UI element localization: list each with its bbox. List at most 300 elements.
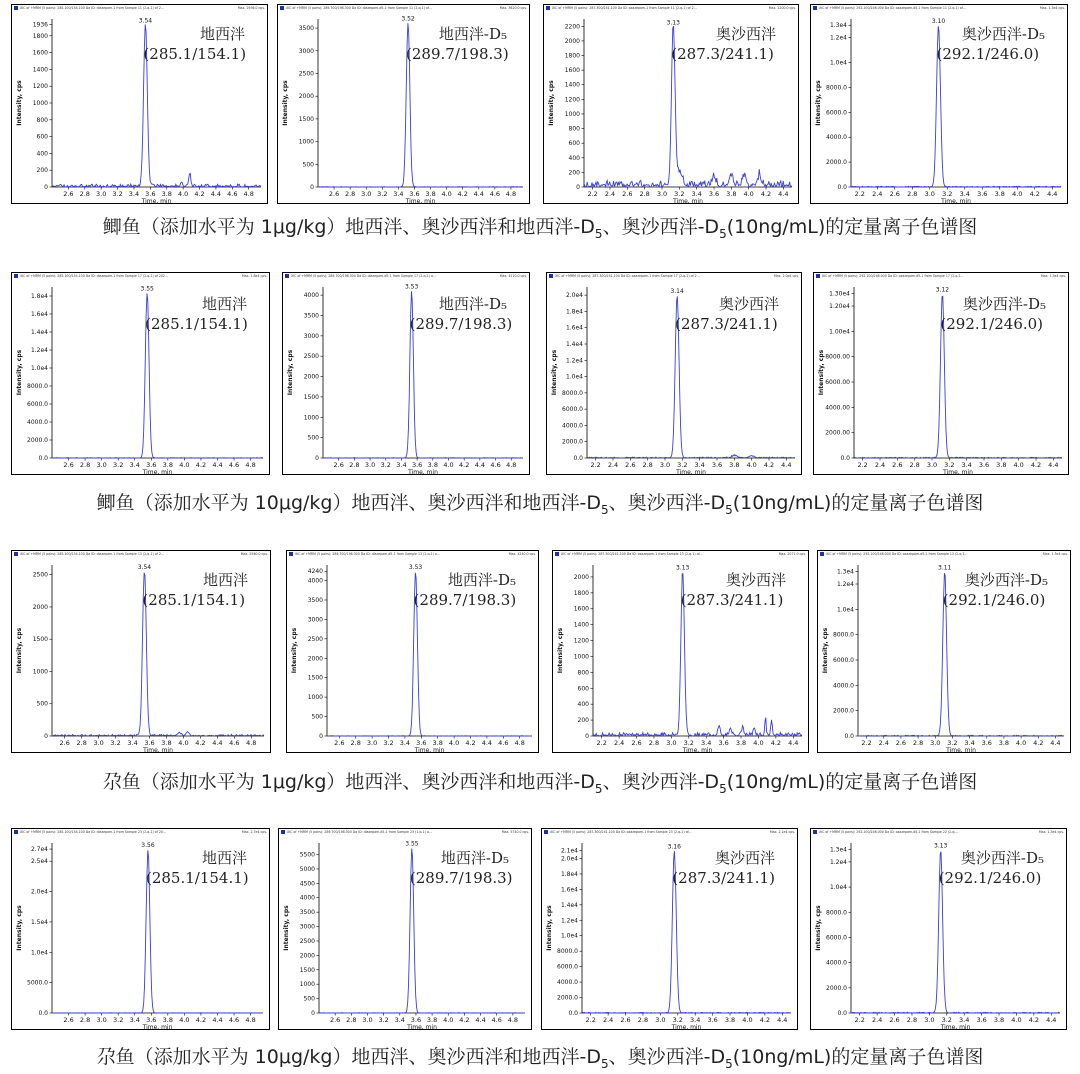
- y-tick-label: 4000.0: [826, 134, 847, 142]
- y-tick-label: 2000.0: [833, 707, 854, 715]
- y-tick-label: 1.4e4: [30, 329, 48, 336]
- y-tick-label: 600: [36, 133, 48, 141]
- x-tick-label: 2.2: [854, 190, 865, 198]
- x-tick-label: 2.8: [637, 1016, 649, 1024]
- x-tick-label: 4.6: [228, 461, 240, 469]
- y-tick-label: 2000: [299, 952, 315, 960]
- y-tick-label: 1.00e4: [829, 328, 850, 336]
- x-tick-label: 3.6: [978, 461, 990, 469]
- y-tick-label: 6000.0: [562, 406, 583, 414]
- chromatogram-panel: [11, 828, 270, 1030]
- transition-label: (285.1/154.1): [142, 591, 246, 609]
- y-tick-label: 2.0e4: [565, 292, 583, 300]
- y-tick-label: 1000: [32, 100, 48, 107]
- x-tick-label: 4.8: [514, 739, 525, 747]
- y-tick-label: 2500: [299, 937, 315, 945]
- y-tick-label: 3000: [299, 923, 315, 931]
- header-text: XIC of +MRM (5 pairs): 292.100/246.000 Da ID: oxazepam-d5-1 from Sample 11 (2-q-1) of...: [819, 6, 966, 10]
- x-tick-label: 4.0: [1012, 190, 1023, 198]
- x-tick-label: 3.8: [735, 739, 747, 747]
- x-tick-label: 4.2: [465, 739, 476, 747]
- x-tick-label: 4.2: [759, 1016, 771, 1024]
- y-tick-label: 0.0: [573, 455, 583, 462]
- y-tick-label: 1200: [32, 83, 48, 91]
- y-tick-label: 1000: [573, 653, 589, 661]
- caption-main: 尕鱼（添加水平为 10μg/kg）地西泮、奥沙西泮和地西泮-D: [96, 1046, 601, 1068]
- x-tick-label: 4.0: [1013, 461, 1024, 469]
- max-intensity-label: Max. 2.0e4 cps.: [773, 274, 799, 278]
- x-tick-label: 4.2: [459, 461, 470, 469]
- y-tick-label: 1.6e4: [30, 311, 48, 318]
- y-tick-label: 500: [303, 995, 315, 1003]
- x-tick-label: 3.2: [112, 190, 123, 198]
- y-tick-label: 200: [568, 169, 580, 177]
- max-intensity-label: Max. 1.3e4 cps.: [1040, 274, 1066, 278]
- caption-subscript: 5: [725, 502, 733, 517]
- x-tick-label: 3.8: [998, 739, 1010, 747]
- y-tick-label: 1400: [573, 621, 589, 629]
- x-tick-label: 3.8: [162, 461, 174, 469]
- y-tick-label: 500: [36, 700, 48, 708]
- x-tick-label: 2.6: [63, 461, 74, 469]
- y-tick-label: 5000: [299, 865, 315, 873]
- y-tick-label: 2.1e4: [560, 847, 578, 855]
- x-axis-label: Time, min: [941, 198, 971, 205]
- y-tick-label: 600: [577, 685, 589, 693]
- retention-time-label: 3.53: [404, 283, 419, 291]
- x-tick-label: 3.6: [976, 1016, 987, 1024]
- y-tick-label: 400: [577, 701, 589, 709]
- x-tick-label: 4.4: [212, 739, 223, 747]
- x-tick-label: 2.8: [79, 190, 90, 198]
- max-intensity-label: Max. 1.3e4 cps.: [1038, 830, 1064, 834]
- x-tick-label: 2.8: [648, 739, 660, 747]
- x-axis-label: Time, min: [142, 469, 173, 476]
- x-tick-label: 2.6: [895, 739, 907, 747]
- y-tick-label: 1000: [298, 138, 314, 146]
- y-tick-label: 1800: [573, 589, 589, 597]
- y-tick-label: 2000: [573, 573, 589, 581]
- header-text: XIC of +MRM (5 pairs): 289.700/198.300 Da ID: diazepam-d5-1 from Sample 13 (2-q-1) o...: [295, 552, 440, 556]
- y-tick-label: 1000: [32, 668, 48, 676]
- y-axis-label: Intensity, cps: [16, 80, 23, 126]
- x-axis-label: Time, min: [143, 747, 173, 754]
- y-tick-label: 0.0: [38, 1010, 48, 1017]
- x-tick-label: 3.0: [659, 461, 671, 469]
- x-tick-label: 3.2: [380, 461, 391, 469]
- y-axis-label: Intensity, cps: [546, 905, 553, 951]
- compound-name-label: 奥沙西泮-D₅: [960, 849, 1044, 867]
- y-tick-label: 2.0e4: [30, 888, 48, 896]
- x-tick-label: 4.2: [195, 739, 206, 747]
- transition-label: (285.1/154.1): [145, 315, 248, 333]
- retention-time-label: 3.52: [401, 15, 415, 23]
- header-text: XIC of +MRM (5 pairs): 287.300/241.100 Da ID: oxazepam-1 from Sample 13 (2-q-1) of...: [561, 552, 703, 556]
- y-tick-label: 0.0: [840, 455, 850, 462]
- x-tick-label: 4.2: [459, 1016, 470, 1024]
- x-tick-label: 2.4: [874, 461, 886, 469]
- x-tick-label: 2.8: [79, 1016, 91, 1024]
- y-tick-label: 4000.0: [833, 682, 854, 690]
- y-tick-label: 1500: [307, 674, 323, 682]
- x-tick-label: 3.6: [981, 739, 992, 747]
- x-tick-label: 3.4: [396, 461, 407, 469]
- x-tick-label: 4.0: [443, 461, 454, 469]
- x-tick-label: 2.4: [602, 1016, 614, 1024]
- x-tick-label: 2.4: [872, 190, 883, 198]
- retention-time-label: 3.10: [931, 18, 946, 26]
- x-tick-label: 2.8: [344, 190, 356, 198]
- y-tick-label: 4240: [307, 568, 323, 576]
- x-tick-label: 4.4: [1050, 739, 1061, 747]
- y-tick-label: 1.8e4: [30, 293, 48, 300]
- x-tick-label: 3.6: [711, 461, 723, 469]
- x-tick-label: 3.4: [690, 1016, 701, 1024]
- x-axis-label: Time, min: [408, 469, 438, 476]
- x-tick-label: 3.8: [425, 190, 436, 198]
- max-intensity-label: Max. 2071.0 cps.: [778, 552, 806, 556]
- y-tick-label: 5500: [299, 851, 315, 859]
- y-tick-label: 1.2e4: [829, 858, 847, 866]
- y-tick-label: 6000.0: [557, 963, 578, 971]
- y-tick-label: 1400: [564, 81, 580, 89]
- x-tick-label: 3.4: [961, 461, 972, 469]
- header-text: XIC of +MRM (5 pairs): 285.100/154.100 Da ID: diazepam-1 from Sample 23 (2-q-1) of 20...: [20, 830, 166, 834]
- y-tick-label: 1.2e4: [836, 581, 854, 588]
- x-axis-label: Time, min: [946, 747, 976, 754]
- y-axis-label: Intensity, cps: [16, 627, 23, 674]
- caption-subscript: 5: [600, 502, 609, 517]
- x-tick-label: 3.0: [361, 190, 372, 198]
- y-tick-label: 1.3e4: [829, 846, 847, 854]
- transition-label: (287.3/241.1): [675, 315, 778, 333]
- y-tick-label: 2.7e4: [30, 846, 48, 854]
- y-tick-label: 1.0e4: [829, 884, 847, 892]
- x-tick-label: 4.8: [506, 461, 517, 469]
- x-axis-label: Time, min: [142, 1024, 173, 1031]
- chromatogram-panel: [11, 550, 271, 753]
- x-tick-label: 3.2: [378, 1016, 389, 1024]
- header-text: XIC of +MRM (5 pairs): 287.300/241.100 Da ID: oxazepam-1 from Sample 17 (2-q-1) of 2...: [555, 274, 700, 278]
- x-tick-label: 4.0: [742, 1016, 753, 1024]
- x-tick-label: 4.6: [228, 1016, 240, 1024]
- transition-label: (285.1/154.1): [143, 45, 247, 63]
- x-tick-label: 3.0: [96, 461, 107, 469]
- x-tick-label: 2.8: [350, 739, 361, 747]
- x-tick-label: 2.8: [912, 739, 924, 747]
- x-tick-label: 3.2: [672, 1016, 683, 1024]
- chromatogram-panel: [546, 272, 802, 475]
- x-tick-label: 4.4: [777, 1016, 788, 1024]
- x-tick-label: 3.6: [410, 1016, 422, 1024]
- y-tick-label: 1000: [299, 981, 315, 989]
- x-tick-label: 3.0: [924, 190, 935, 198]
- x-tick-label: 4.2: [1028, 1016, 1040, 1024]
- x-axis-label: Time, min: [407, 1024, 437, 1031]
- x-tick-label: 3.2: [942, 190, 953, 198]
- y-tick-label: 4000.0: [557, 979, 578, 987]
- y-tick-label: 3500: [299, 909, 315, 917]
- y-tick-label: 1.0e4: [565, 373, 583, 381]
- x-tick-label: 4.6: [498, 739, 509, 747]
- y-tick-label: 2500: [298, 70, 314, 78]
- x-tick-label: 4.0: [1011, 1016, 1022, 1024]
- x-tick-label: 3.8: [996, 461, 1007, 469]
- x-tick-label: 4.0: [441, 190, 452, 198]
- y-tick-label: 2000.0: [562, 438, 583, 446]
- x-tick-label: 4.8: [243, 190, 254, 198]
- y-tick-label: 4000.0: [826, 959, 847, 967]
- y-tick-label: 1.30e4: [829, 290, 850, 298]
- y-tick-label: 4500: [299, 880, 315, 888]
- x-tick-label: 4.4: [473, 190, 484, 198]
- x-tick-label: 3.0: [362, 1016, 373, 1024]
- y-tick-label: 1800: [564, 52, 580, 60]
- x-tick-label: 3.6: [977, 190, 988, 198]
- y-tick-label: 2.5e4: [30, 858, 48, 866]
- x-tick-label: 3.6: [708, 190, 720, 198]
- y-tick-label: 4000.0: [562, 422, 583, 430]
- x-tick-label: 2.8: [346, 1016, 357, 1024]
- x-tick-label: 4.2: [195, 461, 207, 469]
- x-tick-label: 2.2: [854, 1016, 865, 1024]
- x-axis-label: Time, min: [940, 1024, 971, 1031]
- x-tick-label: 3.4: [959, 1016, 970, 1024]
- retention-time-label: 3.55: [140, 285, 154, 293]
- max-intensity-label: Max. 1.3e4 cps.: [1042, 552, 1068, 556]
- y-tick-label: 1800: [32, 32, 48, 40]
- y-tick-label: 2000.0: [826, 984, 847, 992]
- figure-caption: [0, 1042, 1080, 1071]
- y-tick-label: 1.2e4: [560, 917, 578, 925]
- x-tick-label: 3.2: [674, 190, 685, 198]
- max-intensity-label: Max. 5740.0 cps.: [501, 830, 529, 834]
- max-intensity-label: Max. 2.1e4 cps.: [769, 830, 795, 834]
- x-tick-label: 2.6: [63, 1016, 74, 1024]
- compound-name-label: 奥沙西泮-D₅: [962, 295, 1046, 313]
- x-tick-label: 4.2: [195, 1016, 207, 1024]
- caption-subscript: 5: [600, 1056, 609, 1071]
- retention-time-label: 3.12: [935, 286, 950, 294]
- x-tick-label: 2.2: [590, 461, 601, 469]
- x-axis-label: Time, min: [682, 747, 713, 754]
- x-tick-label: 4.6: [490, 461, 501, 469]
- caption-main: 尕鱼（添加水平为 1μg/kg）地西泮、奥沙西泮和地西泮-D: [102, 771, 595, 793]
- y-tick-label: 4000.0: [27, 419, 48, 426]
- x-tick-label: 2.4: [878, 739, 889, 747]
- y-tick-label: 3000: [303, 332, 319, 340]
- caption-end: (10ng/mL)的定量离子色谱图: [732, 1046, 984, 1068]
- y-tick-label: 2000.0: [826, 159, 847, 167]
- y-tick-label: 8000.0: [826, 909, 847, 917]
- y-tick-label: 6000.00: [825, 379, 850, 386]
- figure-caption: [0, 767, 1080, 796]
- y-tick-label: 0: [44, 184, 48, 191]
- y-tick-label: 1.0e4: [560, 932, 578, 940]
- y-tick-label: 400: [36, 150, 48, 158]
- y-tick-label: 1500: [303, 393, 319, 401]
- x-tick-label: 4.2: [1033, 739, 1044, 747]
- x-tick-label: 2.6: [625, 461, 636, 469]
- x-tick-label: 3.6: [146, 1016, 157, 1024]
- chromatogram-panel: [552, 550, 809, 753]
- x-tick-label: 3.0: [364, 461, 376, 469]
- x-tick-label: 3.6: [707, 1016, 718, 1024]
- transition-label: (292.1/246.0): [942, 591, 1046, 609]
- y-tick-label: 0.0: [568, 1010, 578, 1017]
- y-tick-label: 3500: [303, 312, 319, 320]
- x-tick-label: 3.6: [145, 190, 156, 198]
- y-tick-label: 8000.00: [825, 353, 850, 361]
- y-tick-label: 5000.0: [27, 979, 48, 987]
- x-tick-label: 2.2: [587, 190, 598, 198]
- y-tick-label: 1.8e4: [565, 308, 583, 316]
- compound-name-label: 奥沙西泮-D₅: [964, 571, 1048, 589]
- header-text: XIC of +MRM (5 pairs): 287.300/241.100 Da ID: oxazepam-1 from Sample 11 (2-q-1) of 2...: [552, 6, 697, 10]
- y-tick-label: 800: [577, 669, 589, 677]
- max-intensity-label: Max. 1.3e4 cps.: [1039, 6, 1065, 10]
- header-text: XIC of +MRM (5 pairs): 285.100/154.100 Da ID: diazepam-1 from Sample 17 (2-q-1) of 202...: [20, 274, 168, 278]
- y-tick-label: 0.0: [837, 184, 847, 191]
- retention-time-label: 3.14: [670, 288, 684, 296]
- x-tick-label: 4.6: [489, 190, 501, 198]
- y-tick-label: 1000: [307, 694, 323, 702]
- x-axis-label: Time, min: [141, 198, 172, 205]
- compound-name-label: 奥沙西泮-D₅: [961, 25, 1045, 43]
- compound-name-label: 地西泮-D₅: [440, 849, 509, 867]
- retention-time-label: 3.56: [141, 842, 155, 850]
- compound-name-label: 奥沙西泮: [725, 571, 786, 589]
- transition-label: (292.1/246.0): [938, 869, 1042, 887]
- y-tick-label: 1.2e4: [829, 34, 847, 42]
- y-tick-label: 1.0e4: [30, 365, 48, 372]
- y-tick-label: 0: [311, 1010, 315, 1017]
- x-tick-label: 2.6: [334, 739, 345, 747]
- compound-name-label: 奥沙西泮: [714, 849, 775, 867]
- x-tick-label: 4.4: [212, 461, 223, 469]
- x-tick-label: 3.0: [96, 1016, 107, 1024]
- transition-label: (287.3/241.1): [672, 869, 775, 887]
- y-tick-label: 1.3e4: [829, 22, 847, 30]
- header-text: XIC of +MRM (5 pairs): 289.700/198.300 Da ID: diazepam-d5-1 from Sample 11 (2-q-1) of...: [286, 6, 432, 10]
- x-tick-label: 4.0: [179, 1016, 190, 1024]
- y-tick-label: 1600: [32, 49, 48, 57]
- x-tick-label: 3.8: [432, 739, 443, 747]
- chromatogram-panel: [277, 4, 530, 204]
- x-axis-label: Time, min: [943, 469, 973, 476]
- chromatogram-panel: [278, 828, 532, 1030]
- y-tick-label: 1500: [299, 966, 315, 974]
- x-tick-label: 2.6: [59, 739, 70, 747]
- x-tick-label: 3.4: [129, 461, 140, 469]
- x-tick-label: 3.2: [113, 1016, 124, 1024]
- caption-mid: 、奥沙西泮-D: [602, 216, 720, 238]
- y-tick-label: 1.8e4: [560, 870, 578, 878]
- x-tick-label: 3.2: [110, 739, 121, 747]
- x-tick-label: 2.2: [585, 1016, 596, 1024]
- x-tick-label: 2.6: [63, 190, 74, 198]
- caption-mid: 、奥沙西泮-D: [608, 492, 726, 514]
- x-tick-label: 3.2: [683, 739, 694, 747]
- x-tick-label: 2.8: [79, 461, 91, 469]
- y-tick-label: 2500: [303, 353, 319, 361]
- y-tick-label: 1.4e4: [565, 341, 583, 348]
- y-tick-label: 4000: [303, 292, 319, 300]
- y-axis-label: Intensity, cps: [815, 80, 822, 126]
- x-tick-label: 4.4: [210, 190, 222, 198]
- x-tick-label: 3.6: [146, 461, 157, 469]
- compound-name-label: 地西泮: [202, 571, 248, 589]
- caption-end: (10ng/mL)的定量离子色谱图: [726, 771, 978, 793]
- y-tick-label: 1.0e4: [836, 606, 854, 614]
- retention-time-label: 3.13: [666, 19, 680, 27]
- retention-time-label: 3.53: [408, 564, 423, 572]
- x-tick-label: 2.2: [596, 739, 607, 747]
- chromatogram-panel: [813, 272, 1069, 475]
- x-tick-label: 3.6: [718, 739, 729, 747]
- caption-end: (10ng/mL)的定量离子色谱图: [732, 492, 984, 514]
- y-tick-label: 2000: [307, 655, 323, 663]
- x-tick-label: 4.4: [1048, 461, 1059, 469]
- x-tick-label: 3.2: [677, 461, 688, 469]
- caption-subscript: 5: [594, 781, 603, 796]
- x-tick-label: 2.6: [889, 190, 900, 198]
- y-axis-label: Intensity, cps: [291, 627, 298, 674]
- y-tick-label: 4000.00: [825, 404, 850, 412]
- x-tick-label: 2.4: [607, 461, 619, 469]
- x-tick-label: 3.2: [377, 190, 388, 198]
- max-intensity-label: Max. 4110.0 cps.: [499, 274, 527, 278]
- x-tick-label: 2.8: [906, 1016, 918, 1024]
- max-intensity-label: Max. 3620.0 cps.: [499, 6, 527, 10]
- caption-subscript: 5: [725, 1056, 733, 1071]
- y-tick-label: 0.0: [837, 1010, 847, 1017]
- x-tick-label: 4.0: [179, 461, 190, 469]
- max-intensity-label: Max. 2560.0 cps.: [240, 552, 268, 556]
- x-tick-label: 4.6: [227, 190, 238, 198]
- x-tick-label: 2.6: [333, 461, 344, 469]
- y-tick-label: 500: [307, 434, 319, 442]
- chromatogram-panel: [810, 828, 1067, 1030]
- x-tick-label: 2.6: [631, 739, 642, 747]
- caption-subscript: 5: [719, 781, 727, 796]
- y-tick-label: 200: [36, 167, 48, 175]
- y-tick-label: 2000.0: [557, 994, 578, 1002]
- y-tick-label: 1600: [564, 67, 580, 75]
- y-tick-label: 3000: [307, 616, 323, 624]
- y-tick-label: 1000: [303, 414, 319, 422]
- x-tick-label: 3.4: [399, 739, 411, 747]
- y-tick-label: 1.4e4: [560, 901, 578, 909]
- compound-name-label: 地西泮-D₅: [447, 571, 516, 589]
- x-tick-label: 3.8: [161, 190, 172, 198]
- y-tick-label: 0.0: [844, 733, 854, 740]
- x-tick-label: 3.8: [427, 461, 438, 469]
- y-axis-label: Intensity, cps: [818, 349, 825, 396]
- y-axis-label: Intensity, cps: [16, 349, 23, 396]
- y-tick-label: 2000: [298, 93, 314, 101]
- x-axis-label: Time, min: [405, 198, 436, 205]
- y-axis-label: Intensity, cps: [557, 627, 564, 674]
- x-tick-label: 3.4: [691, 190, 702, 198]
- figure-caption: [0, 212, 1080, 241]
- y-tick-label: 400: [568, 154, 580, 162]
- y-tick-label: 8000.0: [833, 631, 854, 639]
- y-tick-label: 4000: [307, 577, 323, 585]
- x-tick-label: 4.8: [246, 739, 257, 747]
- x-tick-label: 3.2: [113, 461, 124, 469]
- x-tick-label: 3.8: [724, 1016, 736, 1024]
